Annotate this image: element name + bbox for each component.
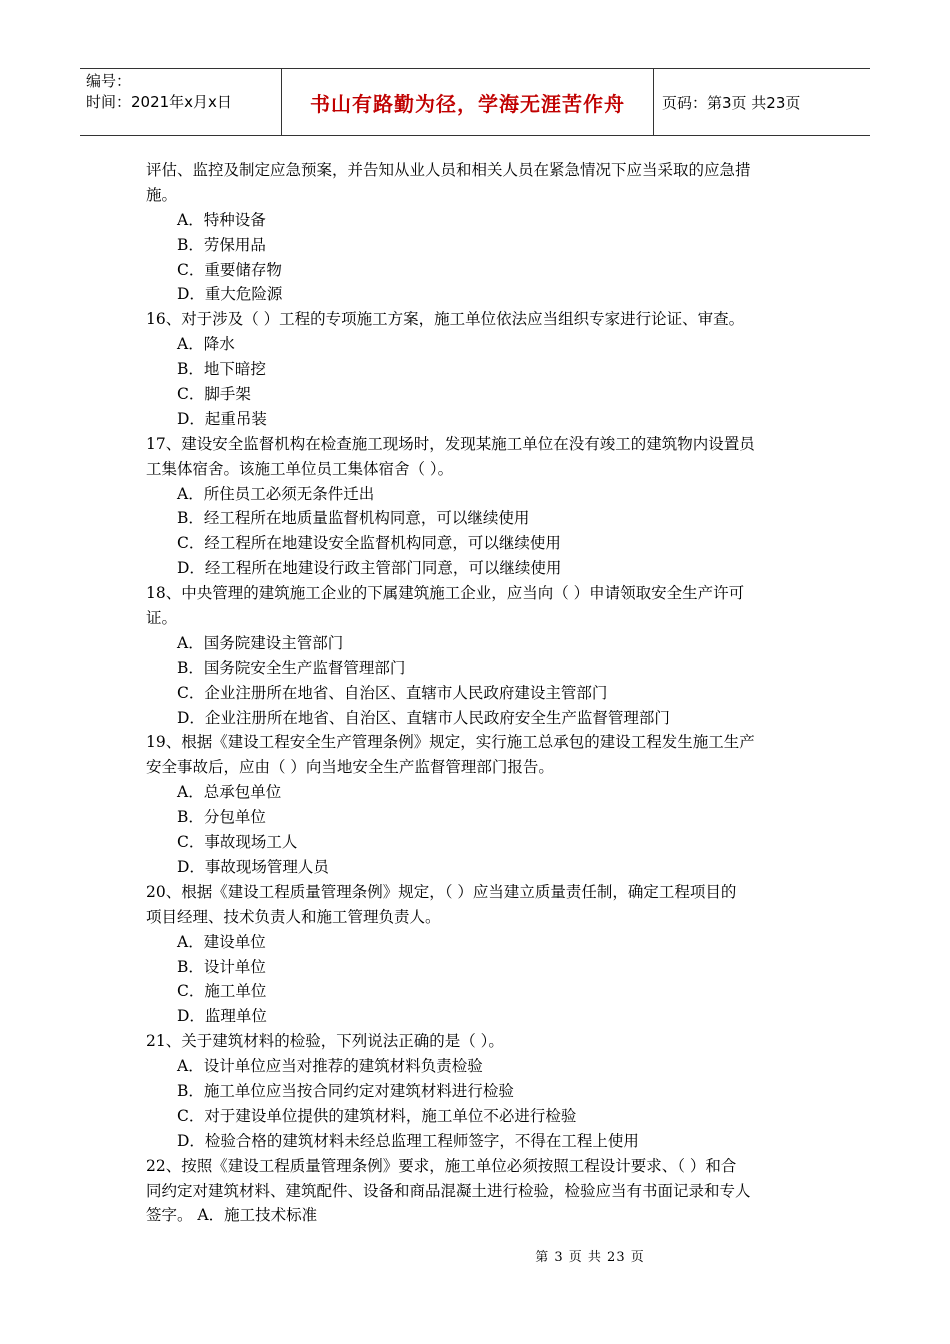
answer-option: A．设计单位应当对推荐的建筑材料负责检验 xyxy=(177,1057,483,1076)
document-body xyxy=(146,158,816,1228)
header-page-info: 页码：第3页 共23页 xyxy=(662,93,801,112)
answer-option: B．国务院安全生产监督管理部门 xyxy=(177,658,406,677)
question-text: 证。 xyxy=(146,609,178,628)
answer-option: A．总承包单位 xyxy=(177,783,282,802)
document-number-label: 编号： xyxy=(86,72,132,90)
page-footer: 第 3 页 共 23 页 xyxy=(535,1250,645,1265)
answer-option: A．国务院建设主管部门 xyxy=(177,633,344,652)
question-text: 评估、监控及制定应急预案，并告知从业人员和相关人员在紧急情况下应当采取的应急措 xyxy=(146,161,751,179)
question-text: 19、根据《建设工程安全生产管理条例》规定，实行施工总承包的建设工程发生施工生产 xyxy=(146,733,755,752)
page-header xyxy=(80,68,870,136)
question-text: 同约定对建筑材料、建筑配件、设备和商品混凝土进行检验，检验应当有书面记录和专人 xyxy=(146,1181,751,1200)
header-motto: 书山有路勤为径，学海无涯苦作舟 xyxy=(310,91,625,116)
question-text: 项目经理、技术负责人和施工管理负责人。 xyxy=(146,907,441,926)
question-text: 20、根据《建设工程质量管理条例》规定，（ ）应当建立质量责任制，确定工程项目的 xyxy=(146,882,737,901)
question-text: 17、建设安全监督机构在检查施工现场时，发现某施工单位在没有竣工的建筑物内设置员 xyxy=(146,434,755,453)
answer-option: C．施工单位 xyxy=(177,982,267,1001)
answer-option: C．事故现场工人 xyxy=(177,833,298,852)
answer-option: B．经工程所在地质量监督机构同意，可以继续使用 xyxy=(177,509,530,528)
question-text: 22、按照《建设工程质量管理条例》要求，施工单位必须按照工程设计要求、（ ）和合 xyxy=(146,1156,737,1175)
answer-option: C．脚手架 xyxy=(177,385,251,404)
answer-option: A．特种设备 xyxy=(177,210,266,229)
question-text: 18、中央管理的建筑施工企业的下属建筑施工企业，应当向（ ）申请领取安全生产许可 xyxy=(146,584,745,603)
question-text: 安全事故后，应由（ ）向当地安全生产监督管理部门报告。 xyxy=(146,758,554,777)
question-text: 施。 xyxy=(146,185,178,204)
answer-option: D．起重吊装 xyxy=(177,409,267,428)
answer-option: D．企业注册所在地省、自治区、直辖市人民政府安全生产监督管理部门 xyxy=(177,708,670,727)
answer-option: B．分包单位 xyxy=(177,808,266,827)
header-motto-cell xyxy=(282,69,654,135)
answer-option: D．经工程所在地建设行政主管部门同意，可以继续使用 xyxy=(177,559,562,578)
answer-option: B．劳保用品 xyxy=(177,235,266,254)
answer-option: B．设计单位 xyxy=(177,957,266,976)
question-text: 签字。 A．施工技术标准 xyxy=(146,1206,318,1225)
answer-option: C．企业注册所在地省、自治区、直辖市人民政府建设主管部门 xyxy=(177,683,608,702)
question-text: 21、关于建筑材料的检验，下列说法正确的是（ ）。 xyxy=(146,1032,504,1051)
document-date: 时间：2021年x月x日 xyxy=(86,93,232,111)
answer-option: D．事故现场管理人员 xyxy=(177,857,329,876)
answer-option: D．重大危险源 xyxy=(177,285,283,304)
answer-option: C．经工程所在地建设安全监督机构同意，可以继续使用 xyxy=(177,534,561,553)
answer-option: A．建设单位 xyxy=(177,932,266,951)
answer-option: C．对于建设单位提供的建筑材料，施工单位不必进行检验 xyxy=(177,1106,577,1125)
question-text: 16、对于涉及（ ）工程的专项施工方案，施工单位依法应当组织专家进行论证、审查。 xyxy=(146,310,745,329)
answer-option: B．施工单位应当按合同约定对建筑材料进行检验 xyxy=(177,1081,514,1100)
answer-option: A．所住员工必须无条件迁出 xyxy=(177,484,375,503)
answer-option: B．地下暗挖 xyxy=(177,360,266,379)
header-meta xyxy=(80,69,282,135)
answer-option: C．重要储存物 xyxy=(177,260,282,279)
answer-option: D．监理单位 xyxy=(177,1007,267,1026)
question-text: 工集体宿舍。该施工单位员工集体宿舍（ ）。 xyxy=(146,459,454,478)
answer-option: D．检验合格的建筑材料未经总监理工程师签字，不得在工程上使用 xyxy=(177,1131,639,1150)
answer-option: A．降水 xyxy=(177,335,235,354)
